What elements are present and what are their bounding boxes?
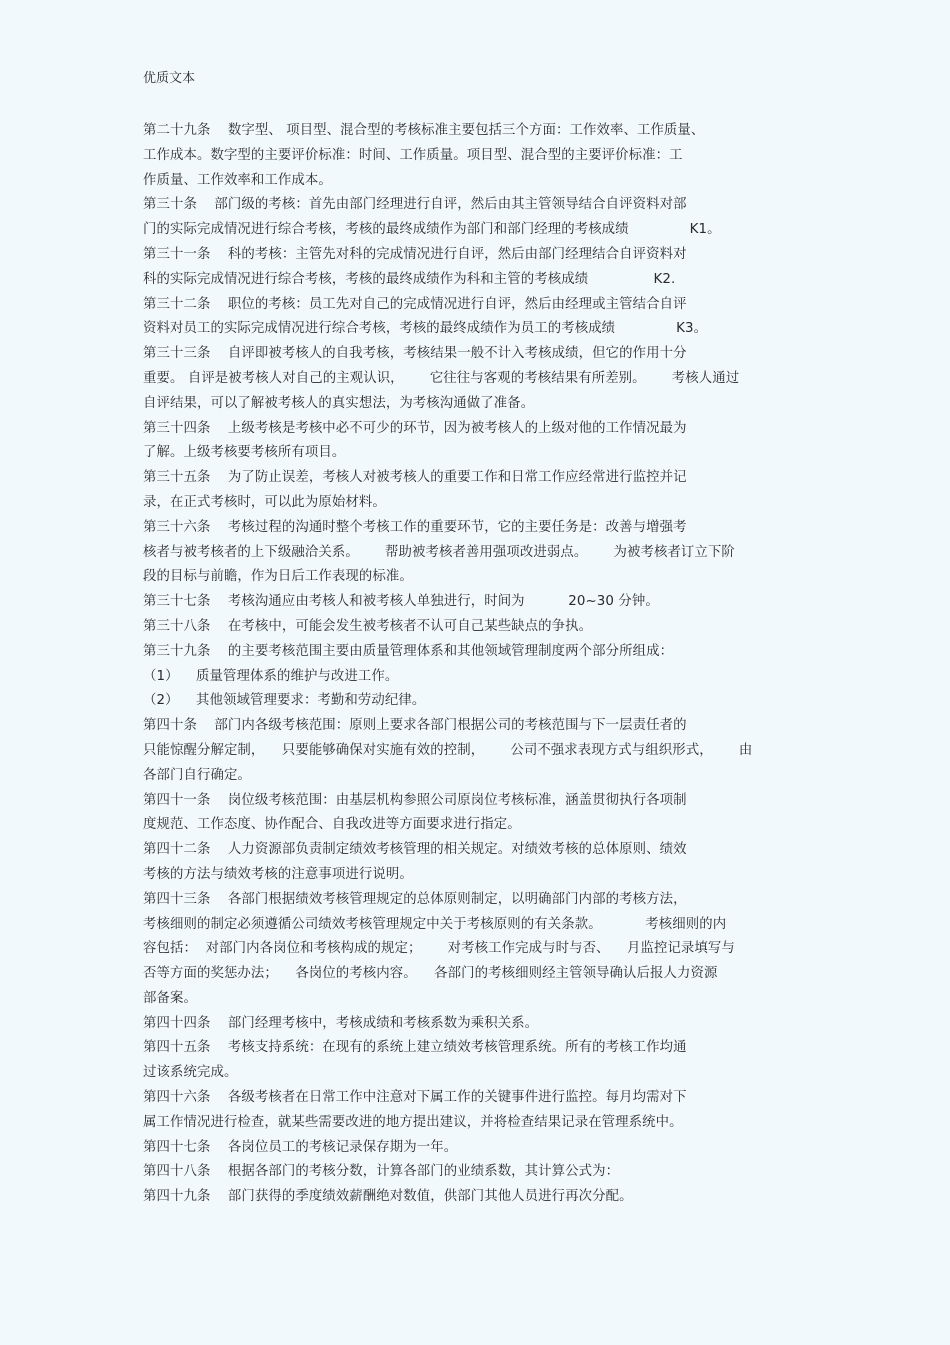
text-line: 科的实际完成情况进行综合考核，考核的最终成绩作为科和主管的考核成绩 K2.: [143, 271, 676, 287]
text-line: 第四十九条 部门获得的季度绩效薪酬绝对数值，供部门其他人员进行再次分配。: [143, 1189, 633, 1205]
text-line: 自评结果，可以了解被考核人的真实想法，为考核沟通做了准备。: [143, 395, 535, 411]
text-line: 第三十五条 为了防止误差，考核人对被考核人的重要工作和日常工作应经常进行监控并记: [143, 470, 687, 486]
text-line: 只能惊醒分解定制， 只要能够确保对实施有效的控制， 公司不强求表现方式与组织形式， 由: [143, 742, 753, 758]
text-line: 工作成本。数字型的主要评价标准：时间、工作质量。项目型、混合型的主要评价标准：工: [143, 147, 683, 163]
text-line: 第四十条 部门内各级考核范围：原则上要求各部门根据公司的考核范围与下一层责任者的: [143, 718, 687, 734]
text-line: 度规范、工作态度、协作配合、自我改进等方面要求进行指定。: [143, 817, 521, 833]
text-line: 第四十二条 人力资源部负责制定绩效考核管理的相关规定。对绩效考核的总体原则、绩效: [143, 842, 687, 858]
text-line: 第四十五条 考核支持系统：在现有的系统上建立绩效考核管理系统。所有的考核工作均通: [143, 1040, 687, 1056]
text-line: 属工作情况进行检查，就某些需要改进的地方提出建议，并将检查结果记录在管理系统中。: [143, 1114, 683, 1130]
text-line: 第四十一条 岗位级考核范围：由基层机构参照公司原岗位考核标准，涵盖贯彻执行各项制: [143, 792, 687, 808]
text-line: （1） 质量管理体系的维护与改进工作。: [143, 668, 399, 684]
text-line: 第三十三条 自评即被考核人的自我考核，考核结果一般不计入考核成绩，但它的作用十分: [143, 346, 687, 362]
text-line: 各部门自行确定。: [143, 767, 251, 783]
text-line: 第四十四条 部门经理考核中，考核成绩和考核系数为乘积关系。: [143, 1015, 539, 1031]
text-line: 第三十七条 考核沟通应由考核人和被考核人单独进行，时间为 20~30 分钟。: [143, 594, 659, 610]
document-body: [143, 119, 752, 1210]
text-line: （2） 其他领域管理要求：考勤和劳动纪律。: [143, 693, 426, 709]
text-line: 第四十三条 各部门根据绩效考核管理规定的总体原则制定，以明确部门内部的考核方法，: [143, 891, 687, 907]
text-line: 过该系统完成。: [143, 1065, 238, 1081]
text-line: 门的实际完成情况进行综合考核，考核的最终成绩作为部门和部门经理的考核成绩 K1。: [143, 222, 721, 238]
text-line: 录，在正式考核时，可以此为原始材料。: [143, 494, 386, 510]
text-line: 段的目标与前瞻，作为日后工作表现的标准。: [143, 569, 413, 585]
text-line: 第四十八条 根据各部门的考核分数，计算各部门的业绩系数，其计算公式为：: [143, 1164, 620, 1180]
text-line: 重要。 自评是被考核人对自己的主观认识， 它往往与客观的考核结果有所差别。 考核人通过: [143, 370, 740, 386]
text-line: 第三十八条 在考核中，可能会发生被考核者不认可自己某些缺点的争执。: [143, 618, 593, 634]
text-line: 考核细则的制定必须遵循公司绩效考核管理规定中关于考核原则的有关条款。 考核细则的内: [143, 916, 727, 932]
text-line: 核者与被考核者的上下级融洽关系。 帮助被考核者善用强项改进弱点。 为被考核者订立下阶: [143, 544, 735, 560]
text-line: 容包括： 对部门内各岗位和考核构成的规定； 对考核工作完成与时与否、 月监控记录填写与: [143, 941, 735, 957]
text-line: 第三十条 部门级的考核：首先由部门经理进行自评，然后由其主管领导结合自评资料对部: [143, 197, 687, 213]
text-line: 第三十四条 上级考核是考核中必不可少的环节，因为被考核人的上级对他的工作情况最为: [143, 420, 687, 436]
text-line: 否等方面的奖惩办法； 各岗位的考核内容。 各部门的考核细则经主管领导确认后报人力资源: [143, 966, 718, 982]
text-line: 第二十九条 数字型、 项目型、混合型的考核标准主要包括三个方面：工作效率、工作质量、: [143, 123, 705, 138]
text-line: 了解。上级考核要考核所有项目。: [143, 445, 346, 461]
text-line: 第三十一条 科的考核：主管先对科的完成情况进行自评，然后由部门经理结合自评资料对: [143, 246, 687, 262]
text-line: 第四十七条 各岗位员工的考核记录保存期为一年。: [143, 1139, 458, 1155]
text-line: 第四十六条 各级考核者在日常工作中注意对下属工作的关键事件进行监控。每月均需对下: [143, 1090, 687, 1106]
text-line: 作质量、工作效率和工作成本。: [143, 172, 332, 188]
text-line: 部备案。: [143, 990, 197, 1006]
text-line: 第三十九条 的主要考核范围主要由质量管理体系和其他领域管理制度两个部分所组成：: [143, 643, 674, 659]
page-header: 优质文本: [143, 71, 196, 86]
text-line: 资料对员工的实际完成情况进行综合考核，考核的最终成绩作为员工的考核成绩 K3。: [143, 321, 708, 337]
text-line: 第三十六条 考核过程的沟通时整个考核工作的重要环节，它的主要任务是：改善与增强考: [143, 519, 687, 535]
text-line: 第三十二条 职位的考核：员工先对自己的完成情况进行自评，然后由经理或主管结合自评: [143, 296, 687, 312]
text-line: 考核的方法与绩效考核的注意事项进行说明。: [143, 866, 413, 882]
